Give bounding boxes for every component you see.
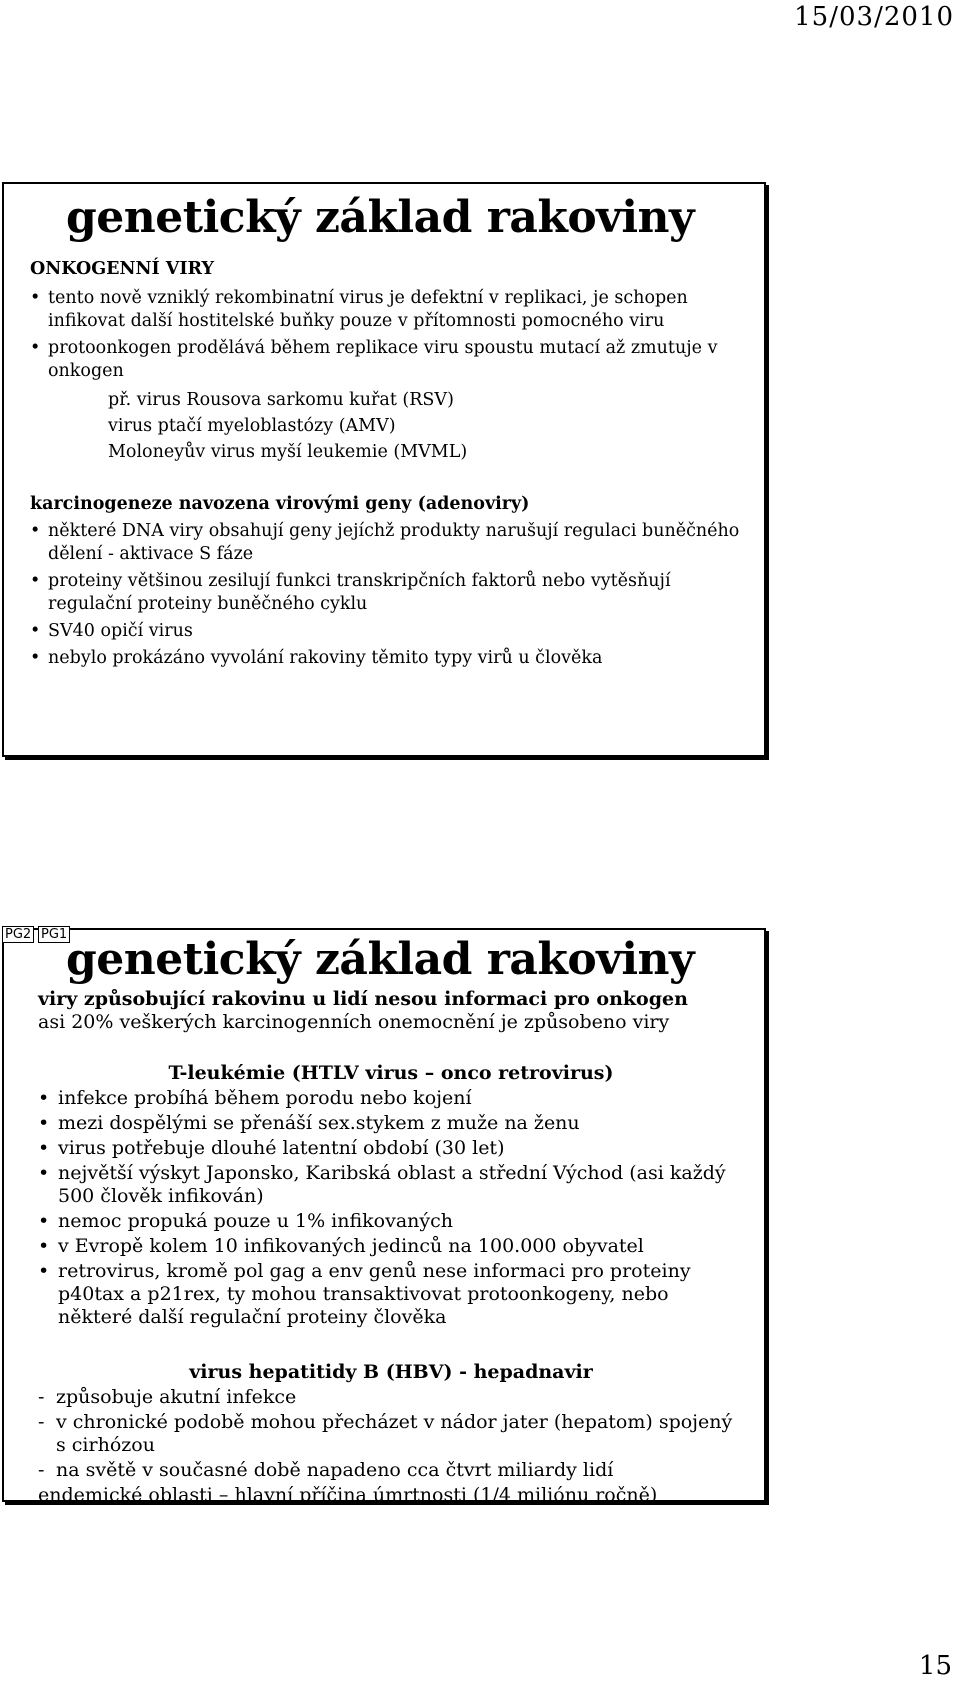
heading-hbv: virus hepatitidy B (HBV) - hepadnavir <box>189 1361 593 1383</box>
bullet-list-adenovirus <box>30 520 744 670</box>
list-item: • SV40 opičí virus <box>30 620 744 643</box>
list-item: • retrovirus, kromě pol gag a env genů nese informaci pro proteiny p40tax a p21rex, ty mohou transaktivovat protoonkogeny, nebo některé další regulační proteiny člověka <box>38 1260 744 1329</box>
list-item: • protoonkogen prodělává během replikace viru spoustu mutací až zmutuje v onkogen <box>30 337 744 383</box>
list-item: • některé DNA viry obsahují geny jejíchž produkty narušují regulaci buněčného dělení - aktivace S fáze <box>30 520 744 566</box>
list-item: • nebylo prokázáno vyvolání rakoviny těmito typy virů u člověka <box>30 647 744 670</box>
lead-bold-line: viry způsobující rakovinu u lidí nesou informaci pro onkogen <box>38 988 688 1010</box>
dash-item-text: na světě v současné době napadeno cca čtvrt miliardy lidí <box>56 1459 614 1481</box>
slide-tag-pg2: PG2 <box>2 926 34 943</box>
list-item: • infekce probíhá během porodu nebo kojení <box>38 1087 744 1110</box>
lead-text-line: asi 20% veškerých karcinogenních onemocnění je způsobeno viry <box>38 1011 670 1033</box>
dash-item-text: způsobuje akutní infekce <box>56 1386 297 1408</box>
page-number: 15 <box>918 1651 952 1681</box>
list-item: • v Evropě kolem 10 infikovaných jedinců na 100.000 obyvatel <box>38 1235 744 1258</box>
list-item: • největší výskyt Japonsko, Karibská oblast a střední Východ (asi každý 500 člověk infikován) <box>38 1162 744 1208</box>
slide-1-title: genetický základ rakoviny <box>66 192 695 243</box>
example-item: př. virus Rousova sarkomu kuřat (RSV) <box>108 390 454 410</box>
bullet-list-t-leukemia <box>38 1087 744 1329</box>
example-item: Moloneyův virus myší leukemie (MVML) <box>108 442 468 462</box>
dash-item: - v chronické podobě mohou přecházet v nádor jater (hepatom) spojený s cirhózou <box>38 1411 733 1456</box>
slide-2 <box>2 927 766 1506</box>
slide-1-content <box>30 258 744 674</box>
bullet-list-oncogenic <box>30 287 744 383</box>
list-item: • virus potřebuje dlouhé latentní období (30 let) <box>38 1137 744 1160</box>
slide-tag-pg1: PG1 <box>38 926 70 943</box>
list-item: • tento nově vzniklý rekombinatní virus je defektní v replikaci, je schopen infikovat další hostitelské buňky pouze v přítomnosti pomocného viru <box>30 287 744 333</box>
list-item: • mezi dospělými se přenáší sex.stykem z muže na ženu <box>38 1112 744 1135</box>
dash-item: - způsobuje akutní infekce <box>38 1386 297 1408</box>
date-stamp: 15/03/2010 <box>794 2 954 32</box>
dash-item: - na světě v současné době napadeno cca čtvrt miliardy lidí <box>38 1459 614 1481</box>
heading-t-leukemia: T-leukémie (HTLV virus – onco retrovirus) <box>168 1062 614 1084</box>
list-item: • nemoc propuká pouze u 1% infikovaných <box>38 1210 744 1233</box>
dash-item-text: v chronické podobě mohou přecházet v nádor jater (hepatom) spojený s cirhózou <box>56 1411 733 1456</box>
section-heading-oncogenic-viruses: ONKOGENNÍ VIRY <box>30 259 215 279</box>
endemic-line: endemické oblasti – hlavní příčina úmrtnosti (1/4 miliónu ročně) <box>38 1484 658 1506</box>
example-item: virus ptačí myeloblastózy (AMV) <box>108 416 396 436</box>
slide-2-title: genetický základ rakoviny <box>66 934 695 985</box>
slide-1 <box>2 182 766 757</box>
slide-2-content <box>38 988 744 1507</box>
section-heading-adenovirus: karcinogeneze navozena virovými geny (adenoviry) <box>30 494 530 514</box>
list-item: • proteiny většinou zesilují funkci transkripčních faktorů nebo vytěsňují regulační proteiny buněčného cyklu <box>30 570 744 616</box>
